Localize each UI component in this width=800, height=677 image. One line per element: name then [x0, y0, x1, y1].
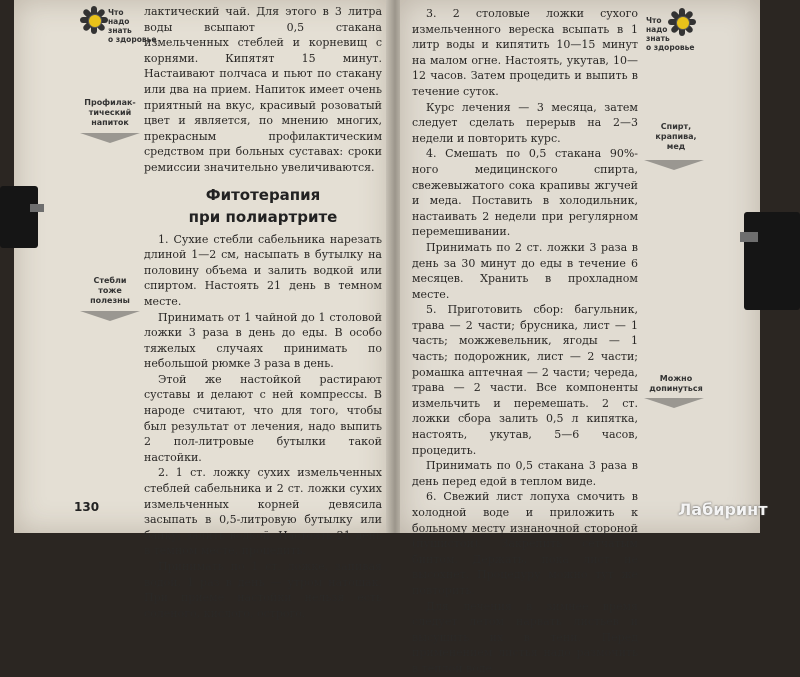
paragraph: лактический чай. Для этого в 3 литра воды всыпают 0,5 стакана измельченных стеблей и корневищ с корнями. Кипятят 15 минут. Настаивают полчаса и пьют по стакану или два на прием. Напиток имеет очень приятный на вкус, красивый розоватый цвет и является, по мнению многих, прекрасным профилактическим средством при больных суставах: сроки ремиссии значительно увеличиваются. [144, 5, 382, 174]
page-number: 130 [74, 500, 100, 514]
section-heading: Фитотерапия при полиартрите [188, 185, 338, 226]
paragraph: Этой же настойкой растирают суставы и делают с ней компрессы. В народе считают, что для того, чтобы был результат от лечения, надо выпить 2 пол-литровые бутылки такой настойки. [144, 372, 382, 464]
paragraph: 1. Сухие стебли сабельника нарезать длиной 1—2 см, насыпать в бутылку на половину объема и залить водкой или спиртом. Настоять 21 день в темном месте. [144, 232, 382, 308]
right-page [400, 0, 768, 675]
paragraph: Принимать по 0,5 стакана 3 раза в день перед едой в теплом виде. [412, 459, 638, 488]
right-clip-lever [740, 232, 758, 242]
paragraph: 6. Свежий лист лопуха смочить в холодной воде и приложить к больному месту изнаночной стороной (пушистой). Закрепить сетчатым бинтом. Держать, пока лист не высохнет. Процедуру можно тут же повторить. [412, 490, 638, 597]
margin-note-repeat: Можно допинуться [649, 374, 703, 393]
margin-note-stems: Стебли тоже полезны [90, 276, 130, 305]
sunflower-logo-icon [668, 8, 696, 36]
left-page [14, 0, 390, 620]
series-logo-text: Что надо знать о здоровье [646, 16, 695, 52]
sunflower-logo-icon [80, 6, 108, 34]
margin-arrow [80, 133, 140, 143]
right-text-column [412, 6, 638, 677]
series-logo-text: Что надо знать о здоровье [108, 8, 157, 44]
paragraph: Принимать по 2 ст. ложки 3 раза в день за 30 минут до еды в течение 6 месяцев. Хранить в прохладном месте. [412, 240, 638, 301]
left-clip-lever [30, 204, 44, 212]
paragraph: 3. 2 столовые ложки сухого измельченного вереска всыпать в 1 литр воды и кипятить 10—15 минут на малом огне. Настоять, укутав, 10—12 часов. Затем процедить и выпить в течение суток. [412, 7, 638, 98]
left-text-column [144, 4, 382, 621]
paragraph: Курс лечения — 3 месяца, затем следует сделать перерыв на 2—3 недели и повторить курс. [412, 100, 638, 145]
labirint-watermark: Лабиринт [678, 500, 768, 519]
paragraph: Для лечения в зимнее время следует летом нарвать листьев и высушить их в тени. Перед применением листья надо размочить в теплой воде. [412, 599, 638, 675]
right-binder-clip [744, 212, 800, 310]
margin-arrow [644, 398, 704, 408]
paragraph: Принимать по 1 ст. ложке, запивая водой, 1 раз в день — утром натощак. При приеме настойки нельзя есть соленого, кислого, острого. [144, 560, 382, 620]
margin-note-ingredients: Спирт, крапива, мед [655, 122, 697, 151]
paragraph: 2. 1 ст. ложку сухих измельченных стеблей сабельника и 2 ст. ложки сухих измельченных корней девясила засыпать в 0,5-литровую бутылку или банку, залить водкой. Настоять 21 день в темном месте, процедить. [144, 466, 382, 558]
margin-arrow [80, 311, 140, 321]
paragraph: Принимать от 1 чайной до 1 столовой ложки 3 раза в день до еды. В особо тяжелых случаях принимать по небольшой рюмке 3 раза в день. [144, 310, 382, 371]
left-binder-clip [0, 186, 38, 248]
paragraph: 5. Приготовить сбор: багульник, трава — 2 части; брусника, лист — 1 часть; можжевельник, ягоды — 1 часть; подорожник, лист — 2 части; ромашка аптечная — 2 части; череда, трава — 2 части. Все компоненты измельчить и перемешать. 2 ст. ложки сбора залить 0,5 л кипятка, настоять, укутав, 5—6 часов, процедить. [412, 303, 638, 457]
margin-note-drink: Профилак- тический напиток [84, 98, 136, 127]
margin-arrow [644, 160, 704, 170]
paragraph: 4. Смешать по 0,5 стакана 90%-ного медицинского спирта, свежевыжатого сока крапивы жгучей и меда. Поставить в холодильник, настаивать 2 недели при регулярном перемешивании. [412, 147, 638, 239]
